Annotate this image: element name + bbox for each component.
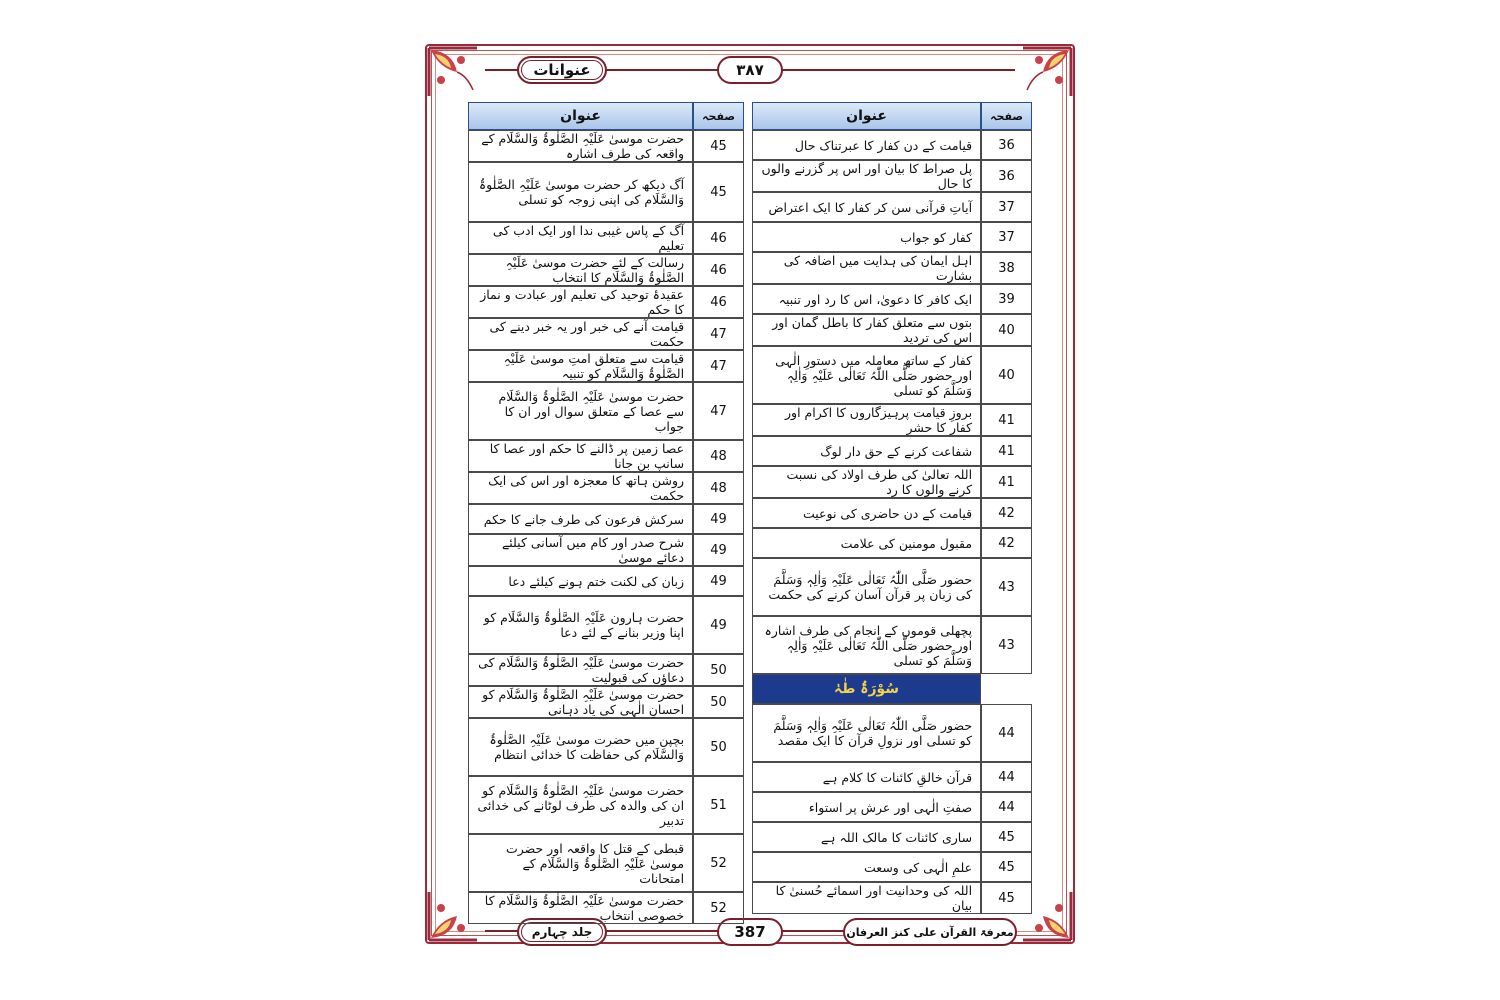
page-cell: 48 <box>693 472 744 504</box>
page-cell: 49 <box>693 504 744 534</box>
table-row <box>752 762 1032 792</box>
table-row <box>752 404 1032 436</box>
table-row <box>752 822 1032 852</box>
page-cell: 39 <box>981 284 1032 314</box>
table-row <box>468 162 744 222</box>
topic-cell: مقبول مومنین کی علامت <box>752 528 981 558</box>
page-cell: 41 <box>981 404 1032 436</box>
topic-cell: پچھلی قوموں کے انجام کی طرف اشارہ اور حضور صَلَّی اللّٰہُ تَعَالٰی عَلَیْہِ وَاٰلِہٖ وَسَلَّمَ کو تسلی <box>752 616 981 674</box>
table-row <box>752 882 1032 914</box>
topic-cell: بتوں سے متعلق کفار کا باطل گمان اور اس کی تردید <box>752 314 981 346</box>
table-row <box>468 686 744 718</box>
page-cell: 47 <box>693 318 744 350</box>
topic-cell: آگ کے پاس غیبی ندا اور ایک ادب کی تعلیم <box>468 222 693 254</box>
table-row <box>752 792 1032 822</box>
table-row <box>468 534 744 566</box>
page-cell: 45 <box>693 162 744 222</box>
table-row <box>752 436 1032 466</box>
topic-cell: ایک کافر کا دعویٰ، اس کا رد اور تنبیہ <box>752 284 981 314</box>
topic-cell: بروزِ قیامت پرہیزگاروں کا اکرام اور کفار کا حشر <box>752 404 981 436</box>
page-cell <box>981 674 1032 704</box>
page-title: عنوانات <box>517 56 607 84</box>
volume-label: جلد چہارم <box>517 918 607 946</box>
page-cell: 47 <box>693 382 744 440</box>
table-row <box>468 350 744 382</box>
page-cell: 42 <box>981 528 1032 558</box>
topic-column-header: عنوان <box>468 102 693 130</box>
table-row <box>468 504 744 534</box>
page-cell: 41 <box>981 436 1032 466</box>
page-cell: 52 <box>693 834 744 892</box>
topic-cell: قیامت آنے کی خبر اور یہ خبر دینے کی حکمت <box>468 318 693 350</box>
page-cell: 40 <box>981 314 1032 346</box>
table-row <box>468 596 744 654</box>
page-cell: 45 <box>693 130 744 162</box>
topic-column-header: عنوان <box>752 102 981 130</box>
book-title: معرفۃ القرآن علی کنز العرفان <box>843 918 1017 946</box>
page-cell: 38 <box>981 252 1032 284</box>
table-row <box>468 254 744 286</box>
topic-cell: حضور صَلَّی اللّٰہُ تَعَالٰی عَلَیْہِ وَاٰلِہٖ وَسَلَّمَ کی زبان پر قرآن آسان کرنے کی حکمت <box>752 558 981 616</box>
page-cell: 36 <box>981 160 1032 192</box>
topic-cell: اہل ایمان کی ہدایت میں اضافہ کی بشارت <box>752 252 981 284</box>
topic-cell: قیامت سے متعلق امتِ موسیٰ عَلَیْہِ الصَّلٰوۃُ وَالسَّلَام کو تنبیہ <box>468 350 693 382</box>
table-row <box>468 892 744 924</box>
topic-cell: صفتِ الٰہی اور عرش پر استواء <box>752 792 981 822</box>
topic-cell: قیامت کے دن کفار کا عبرتناک حال <box>752 130 981 160</box>
page-column-header: صفحہ <box>693 102 744 130</box>
topic-cell: عقیدۂ توحید کی تعلیم اور عبادت و نماز کا حکم <box>468 286 693 318</box>
table-row <box>752 130 1032 160</box>
table-row <box>468 382 744 440</box>
page-cell: 43 <box>981 558 1032 616</box>
table-row <box>752 528 1032 558</box>
table-row <box>752 674 1032 704</box>
page-cell: 44 <box>981 762 1032 792</box>
topic-cell: شرح صدر اور کام میں آسانی کیلئے دعائے موسیٰ <box>468 534 693 566</box>
top-page-number: ٣٨٧ <box>717 56 783 84</box>
table-row <box>752 192 1032 222</box>
table-row <box>468 718 744 776</box>
topic-cell: قیامت کے دن حاضری کی نوعیت <box>752 498 981 528</box>
topic-cell: حضرت ہارون عَلَیْہِ الصَّلٰوۃُ وَالسَّلَام کو اپنا وزیر بنانے کے لئے دعا <box>468 596 693 654</box>
page-cell: 41 <box>981 466 1032 498</box>
page-cell: 36 <box>981 130 1032 160</box>
table-row <box>468 286 744 318</box>
topic-cell: حضرت موسیٰ عَلَیْہِ الصَّلٰوۃُ وَالسَّلَام کی دعاؤں کی قبولیت <box>468 654 693 686</box>
page-cell: 44 <box>981 792 1032 822</box>
page-cell: 45 <box>981 822 1032 852</box>
table-row <box>468 318 744 350</box>
page-cell: 42 <box>981 498 1032 528</box>
corner-ornament-icon <box>427 46 479 98</box>
table-row <box>752 704 1032 762</box>
topic-cell: کفار کے ساتھ معاملہ میں دستورِ الٰہی اور حضور صَلَّی اللّٰہُ تَعَالٰی عَلَیْہِ وَاٰلِہٖ وَسَلَّمَ کو تسلی <box>752 346 981 404</box>
page-cell: 48 <box>693 440 744 472</box>
topic-cell: قرآن خالقِ کائنات کا کلام ہے <box>752 762 981 792</box>
table-row <box>752 466 1032 498</box>
table-row <box>468 130 744 162</box>
topic-cell: حضرت موسیٰ عَلَیْہِ الصَّلٰوۃُ وَالسَّلَام کو احسانِ الٰہی کی یاد دہانی <box>468 686 693 718</box>
index-table-right <box>752 102 1032 914</box>
topic-cell: شفاعت کرنے کے حق دار لوگ <box>752 436 981 466</box>
page-cell: 51 <box>693 776 744 834</box>
surah-heading: سُوْرَۃُ طٰہٰ <box>752 674 981 704</box>
index-table-left <box>468 102 744 924</box>
page-cell: 47 <box>693 350 744 382</box>
page-cell: 49 <box>693 596 744 654</box>
topic-cell: علمِ الٰہی کی وسعت <box>752 852 981 882</box>
topic-cell: حضرت موسیٰ عَلَیْہِ الصَّلٰوۃُ وَالسَّلَام سے عصا کے متعلق سوال اور ان کا جواب <box>468 382 693 440</box>
page-cell: 49 <box>693 566 744 596</box>
page-cell: 50 <box>693 654 744 686</box>
topic-cell: آگ دیکھ کر حضرت موسیٰ عَلَیْہِ الصَّلٰوۃُ وَالسَّلَام کی اپنی زوجہ کو تسلی <box>468 162 693 222</box>
page-cell: 46 <box>693 254 744 286</box>
table-row <box>752 314 1032 346</box>
topic-cell: پل صراط کا بیان اور اس پر گزرنے والوں کا حال <box>752 160 981 192</box>
table-row <box>468 440 744 472</box>
table-row <box>752 558 1032 616</box>
topic-cell: رسالت کے لئے حضرت موسیٰ عَلَیْہِ الصَّلٰوۃُ وَالسَّلَام کا انتخاب <box>468 254 693 286</box>
page-cell: 52 <box>693 892 744 924</box>
table-row <box>468 834 744 892</box>
page-cell: 45 <box>981 882 1032 914</box>
page-cell: 50 <box>693 686 744 718</box>
topic-cell: سرکش فرعون کی طرف جانے کا حکم <box>468 504 693 534</box>
topic-cell: اللہ تعالیٰ کی طرف اولاد کی نسبت کرنے والوں کا رد <box>752 466 981 498</box>
topic-cell: حضرت موسیٰ عَلَیْہِ الصَّلٰوۃُ وَالسَّلَام کا خصوصی انتخاب <box>468 892 693 924</box>
topic-cell: حضور صَلَّی اللّٰہُ تَعَالٰی عَلَیْہِ وَاٰلِہٖ وَسَلَّمَ کو تسلی اور نزولِ قرآن کا ایک مقصد <box>752 704 981 762</box>
topic-cell: عصا زمین پر ڈالنے کا حکم اور عصا کا سانپ بن جانا <box>468 440 693 472</box>
topic-cell: ساری کائنات کا مالک اللہ ہے <box>752 822 981 852</box>
table-row <box>468 472 744 504</box>
page-cell: 45 <box>981 852 1032 882</box>
topic-cell: قبطی کے قتل کا واقعہ اور حضرت موسیٰ عَلَیْہِ الصَّلٰوۃُ وَالسَّلَام کے امتحانات <box>468 834 693 892</box>
topic-cell: بچپن میں حضرت موسیٰ عَلَیْہِ الصَّلٰوۃُ وَالسَّلَام کی حفاظت کا خدائی انتظام <box>468 718 693 776</box>
topic-cell: کفار کو جواب <box>752 222 981 252</box>
topic-cell: حضرت موسیٰ عَلَیْہِ الصَّلٰوۃُ وَالسَّلَام کو ان کی والدہ کی طرف لوٹانے کی خدائی تدبیر <box>468 776 693 834</box>
topic-cell: روشن ہاتھ کا معجزہ اور اس کی ایک حکمت <box>468 472 693 504</box>
table-row <box>752 160 1032 192</box>
table-row <box>468 222 744 254</box>
topic-cell: زبان کی لکنت ختم ہونے کیلئے دعا <box>468 566 693 596</box>
corner-ornament-icon <box>1021 46 1073 98</box>
page-cell: 49 <box>693 534 744 566</box>
topic-cell: آیاتِ قرآنی سن کر کفار کا ایک اعتراض <box>752 192 981 222</box>
table-row <box>468 776 744 834</box>
table-row <box>468 566 744 596</box>
bottom-page-number: 387 <box>717 918 783 946</box>
topic-cell: حضرت موسیٰ عَلَیْہِ الصَّلٰوۃُ وَالسَّلَام کے واقعہ کی طرف اشارہ <box>468 130 693 162</box>
page-cell: 37 <box>981 222 1032 252</box>
table-row <box>752 616 1032 674</box>
page-cell: 50 <box>693 718 744 776</box>
topic-cell: اللہ کی وحدانیت اور اسمائے حُسنیٰ کا بیان <box>752 882 981 914</box>
page-cell: 40 <box>981 346 1032 404</box>
page-cell: 46 <box>693 286 744 318</box>
page-cell: 37 <box>981 192 1032 222</box>
page-cell: 46 <box>693 222 744 254</box>
page-cell: 43 <box>981 616 1032 674</box>
table-row <box>752 498 1032 528</box>
table-row <box>752 222 1032 252</box>
table-row <box>752 252 1032 284</box>
page-column-header: صفحہ <box>981 102 1032 130</box>
table-row <box>752 346 1032 404</box>
table-row <box>752 284 1032 314</box>
table-row <box>752 852 1032 882</box>
page-cell: 44 <box>981 704 1032 762</box>
table-row <box>468 654 744 686</box>
